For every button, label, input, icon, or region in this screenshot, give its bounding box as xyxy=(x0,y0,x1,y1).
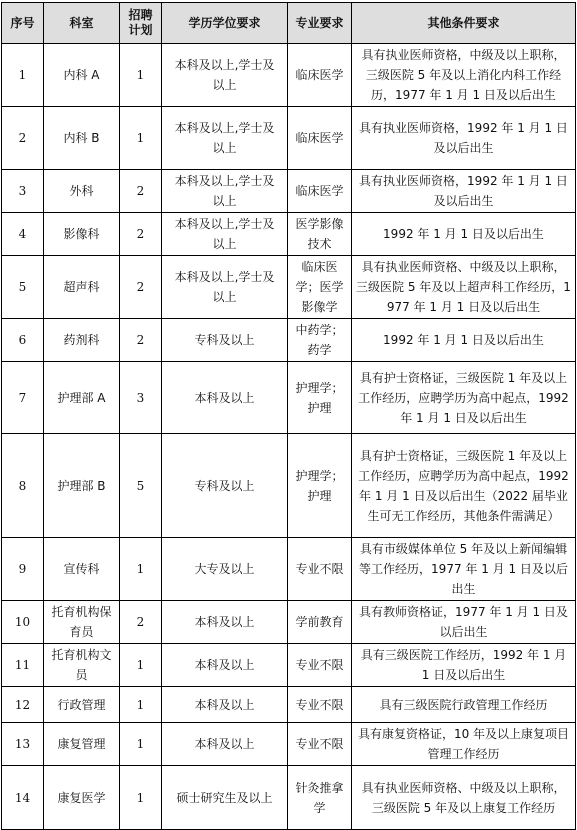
cell-other: 1992 年 1 月 1 日及以后出生 xyxy=(352,213,576,256)
cell-seq: 1 xyxy=(2,44,44,107)
cell-major: 专业不限 xyxy=(288,687,352,723)
cell-other: 具有三级医院工作经历，1992 年 1 月 1 日及以后出生 xyxy=(352,644,576,687)
cell-plan: 2 xyxy=(120,601,162,644)
cell-major: 专业不限 xyxy=(288,644,352,687)
cell-other: 具有护士资格证，三级医院 1 年及以上工作经历，应聘学历为高中起点，1992 年 1 月 1 日及以后出生 xyxy=(352,362,576,434)
table-row xyxy=(2,538,576,601)
cell-plan: 1 xyxy=(120,723,162,766)
cell-plan: 1 xyxy=(120,44,162,107)
cell-plan: 1 xyxy=(120,687,162,723)
cell-other: 具有执业医师资格，1992 年 1 月 1 日及以后出生 xyxy=(352,170,576,213)
cell-major: 临床医学 xyxy=(288,107,352,170)
header-other: 其他条件要求 xyxy=(352,3,576,44)
cell-seq: 3 xyxy=(2,170,44,213)
cell-major: 护理学；护理 xyxy=(288,434,352,538)
cell-dept: 托育机构保育员 xyxy=(44,601,120,644)
table-row xyxy=(2,723,576,766)
cell-edu: 本科及以上,学士及以上 xyxy=(162,170,288,213)
cell-dept: 内科 A xyxy=(44,44,120,107)
header-plan: 招聘计划 xyxy=(120,3,162,44)
cell-edu: 大专及以上 xyxy=(162,538,288,601)
cell-seq: 2 xyxy=(2,107,44,170)
cell-dept: 护理部 B xyxy=(44,434,120,538)
cell-edu: 本科及以上 xyxy=(162,362,288,434)
cell-dept: 康复医学 xyxy=(44,766,120,830)
header-seq: 序号 xyxy=(2,3,44,44)
cell-plan: 2 xyxy=(120,170,162,213)
cell-seq: 13 xyxy=(2,723,44,766)
cell-seq: 7 xyxy=(2,362,44,434)
cell-major: 医学影像技术 xyxy=(288,213,352,256)
recruitment-table xyxy=(1,2,576,830)
cell-other: 1992 年 1 月 1 日及以后出生 xyxy=(352,319,576,362)
cell-plan: 5 xyxy=(120,434,162,538)
cell-other: 具有执业医师资格、中级及以上职称，三级医院 5 年及以上超声科工作经历，1977 年 1 月 1 日及以后出生 xyxy=(352,256,576,319)
table-row xyxy=(2,687,576,723)
cell-other: 具有教师资格证，1977 年 1 月 1 日及以后出生 xyxy=(352,601,576,644)
header-dept: 科室 xyxy=(44,3,120,44)
cell-plan: 2 xyxy=(120,213,162,256)
cell-major: 专业不限 xyxy=(288,723,352,766)
cell-other: 具有执业医师资格，中级及以上职称，三级医院 5 年及以上消化内科工作经历，1977 年 1 月 1 日及以后出生 xyxy=(352,44,576,107)
cell-seq: 12 xyxy=(2,687,44,723)
cell-major: 临床医学 xyxy=(288,170,352,213)
table-row xyxy=(2,44,576,107)
cell-plan: 3 xyxy=(120,362,162,434)
cell-edu: 专科及以上 xyxy=(162,434,288,538)
cell-other: 具有执业医师资格，1992 年 1 月 1 日及以后出生 xyxy=(352,107,576,170)
cell-plan: 2 xyxy=(120,319,162,362)
cell-major: 学前教育 xyxy=(288,601,352,644)
cell-dept: 内科 B xyxy=(44,107,120,170)
cell-plan: 1 xyxy=(120,644,162,687)
cell-edu: 本科及以上,学士及以上 xyxy=(162,107,288,170)
cell-major: 针灸推拿学 xyxy=(288,766,352,830)
cell-major: 临床医学 xyxy=(288,44,352,107)
cell-edu: 本科及以上 xyxy=(162,687,288,723)
cell-major: 护理学；护理 xyxy=(288,362,352,434)
cell-plan: 2 xyxy=(120,256,162,319)
header-edu: 学历学位要求 xyxy=(162,3,288,44)
table-row xyxy=(2,107,576,170)
table-row xyxy=(2,362,576,434)
cell-edu: 专科及以上 xyxy=(162,319,288,362)
cell-seq: 5 xyxy=(2,256,44,319)
cell-plan: 1 xyxy=(120,538,162,601)
cell-edu: 本科及以上,学士及以上 xyxy=(162,256,288,319)
cell-major: 专业不限 xyxy=(288,538,352,601)
table-row xyxy=(2,434,576,538)
cell-other: 具有执业医师资格、中级及以上职称，三级医院 5 年及以上康复工作经历 xyxy=(352,766,576,830)
cell-plan: 1 xyxy=(120,107,162,170)
table-row xyxy=(2,256,576,319)
cell-seq: 8 xyxy=(2,434,44,538)
cell-dept: 康复管理 xyxy=(44,723,120,766)
cell-edu: 本科及以上,学士及以上 xyxy=(162,213,288,256)
cell-edu: 本科及以上 xyxy=(162,601,288,644)
cell-dept: 护理部 A xyxy=(44,362,120,434)
cell-edu: 本科及以上,学士及以上 xyxy=(162,44,288,107)
cell-dept: 外科 xyxy=(44,170,120,213)
table-row xyxy=(2,766,576,830)
cell-major: 临床医学；医学影像学 xyxy=(288,256,352,319)
table-row xyxy=(2,170,576,213)
cell-other: 具有市级媒体单位 5 年及以上新闻编辑等工作经历，1977 年 1 月 1 日及以后出生 xyxy=(352,538,576,601)
cell-dept: 托育机构文员 xyxy=(44,644,120,687)
cell-edu: 硕士研究生及以上 xyxy=(162,766,288,830)
cell-dept: 宣传科 xyxy=(44,538,120,601)
cell-seq: 10 xyxy=(2,601,44,644)
cell-other: 具有三级医院行政管理工作经历 xyxy=(352,687,576,723)
table-row xyxy=(2,213,576,256)
cell-edu: 本科及以上 xyxy=(162,644,288,687)
cell-edu: 本科及以上 xyxy=(162,723,288,766)
table-row xyxy=(2,319,576,362)
cell-dept: 药剂科 xyxy=(44,319,120,362)
cell-other: 具有护士资格证，三级医院 1 年及以上工作经历，应聘学历为高中起点，1992 年 1 月 1 日及以后出生（2022 届毕业生可无工作经历，其他条件需满足） xyxy=(352,434,576,538)
cell-plan: 1 xyxy=(120,766,162,830)
cell-seq: 6 xyxy=(2,319,44,362)
cell-seq: 4 xyxy=(2,213,44,256)
cell-seq: 9 xyxy=(2,538,44,601)
recruitment-table-page xyxy=(1,2,575,830)
header-row xyxy=(2,3,576,44)
cell-dept: 影像科 xyxy=(44,213,120,256)
cell-major: 中药学；药学 xyxy=(288,319,352,362)
header-major: 专业要求 xyxy=(288,3,352,44)
cell-dept: 超声科 xyxy=(44,256,120,319)
cell-dept: 行政管理 xyxy=(44,687,120,723)
cell-seq: 14 xyxy=(2,766,44,830)
table-row xyxy=(2,601,576,644)
cell-other: 具有康复资格证，10 年及以上康复项目管理工作经历 xyxy=(352,723,576,766)
table-row xyxy=(2,644,576,687)
cell-seq: 11 xyxy=(2,644,44,687)
